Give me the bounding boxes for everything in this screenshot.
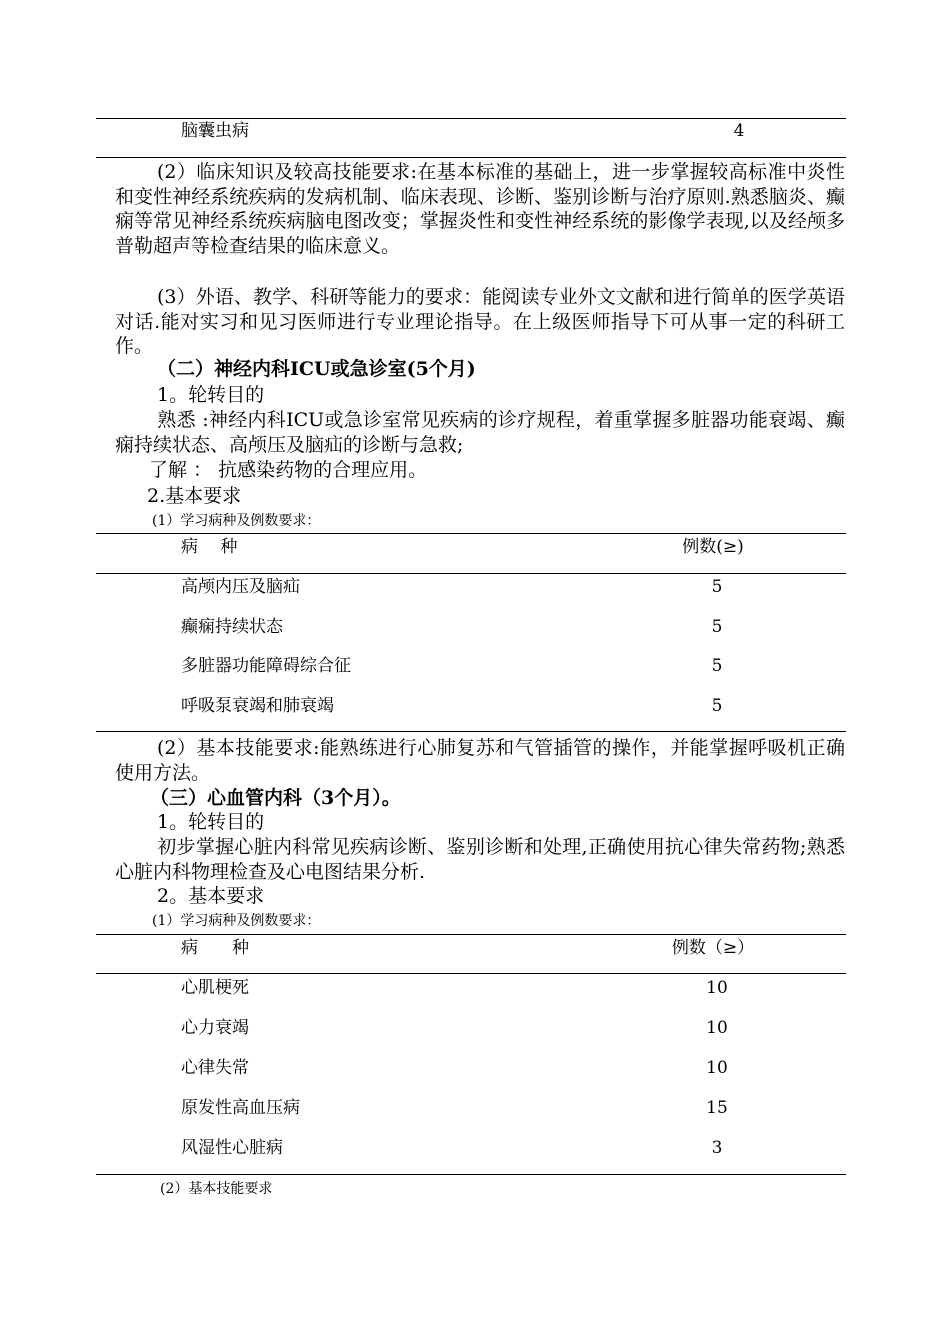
table-row: 原发性高血压病 [181,1098,300,1118]
cardio-skills-caption: (2）基本技能要求 [160,1181,273,1197]
table-rule-bottom [96,157,846,158]
table-row: 癫痫持续状态 [181,617,283,637]
table-row: 风湿性心脏病 [181,1138,283,1158]
clinical-requirements-paragraph: (2）临床知识及较高技能要求:在基本标准的基础上，进一步掌握较高标准中炎性和变性神经系统疾病的发病机制、临床表现、诊断、鉴别诊断与治疗原则.熟悉脑炎、癫痫等常见神经系统疾病脑电图改变；掌握炎性和变性神经系统的影像学表现,以及经颅多普勒超声等检查结果的临床意义。 [115,161,845,257]
table-row-count: 5 [711,656,723,676]
cardio-table-header-count: 例数（≥） [671,938,755,958]
table-cell-disease: 脑囊虫病 [181,121,249,141]
table-row-count: 3 [711,1138,723,1158]
table-row: 高颅内压及脑疝 [181,577,300,597]
cardio-table-caption: (1）学习病种及例数要求： [152,913,321,929]
icu-basic-title: 2.基本要求 [147,485,242,507]
cardio-table-rule-top [96,934,846,935]
cardio-basic-title: 2。基本要求 [157,885,265,907]
icu-table-rule-bottom [96,731,846,732]
table-row: 心力衰竭 [181,1018,249,1038]
table-cell-count: 4 [733,121,745,141]
table-row: 多脏器功能障碍综合征 [181,656,351,676]
table-row-count: 15 [706,1098,728,1118]
table-row-count: 10 [706,1018,728,1038]
table-row: 呼吸泵衰竭和肺衰竭 [181,696,334,716]
table-row-count: 5 [711,696,723,716]
cardio-table-header-disease: 病 种 [181,938,249,958]
icu-understand-line: 了解 ： 抗感染药物的合理应用。 [149,459,428,481]
icu-table-header-disease: 病 种 [181,537,238,557]
language-requirements-paragraph: (3）外语、教学、科研等能力的要求：能阅读专业外文文献和进行简单的医学英语对话.能对实习和见习医师进行专业理论指导。在上级医师指导下可从事一定的科研工作。 [115,286,845,357]
cardio-table-rule-header [96,973,846,974]
table-row-count: 5 [711,577,723,597]
table-row-count: 5 [711,617,723,637]
cardio-purpose-paragraph: 初步掌握心脏内科常见疾病诊断、鉴别诊断和处理,正确使用抗心律失常药物;熟悉心脏内科物理检查及心电图结果分析. [115,836,845,883]
section-heading-cardio: （三）心血管内科（3个月）。 [150,787,401,809]
icu-table-rule-header [96,573,846,574]
icu-skills-paragraph: (2）基本技能要求:能熟练进行心肺复苏和气管插管的操作，并能掌握呼吸机正确使用方法。 [115,737,845,784]
section-heading-icu: （二）神经内科ICU或急诊室(5个月) [157,358,476,380]
icu-table-header-count: 例数(≥) [682,537,744,557]
table-row: 心肌梗死 [181,978,249,998]
table-rule-top [96,118,846,119]
icu-purpose-title: 1。轮转目的 [157,384,265,406]
cardio-purpose-title: 1。轮转目的 [157,811,265,833]
table-row: 心律失常 [181,1058,249,1078]
icu-table-rule-top [96,533,846,534]
icu-table-caption: (1）学习病种及例数要求： [152,513,321,529]
table-row-count: 10 [706,978,728,998]
table-row-count: 10 [706,1058,728,1078]
icu-familiar-paragraph: 熟悉 :神经内科ICU或急诊室常见疾病的诊疗规程，着重掌握多脏器功能衰竭、癫痫持续状态、高颅压及脑疝的诊断与急救; [115,409,845,456]
cardio-table-rule-bottom [96,1174,846,1175]
